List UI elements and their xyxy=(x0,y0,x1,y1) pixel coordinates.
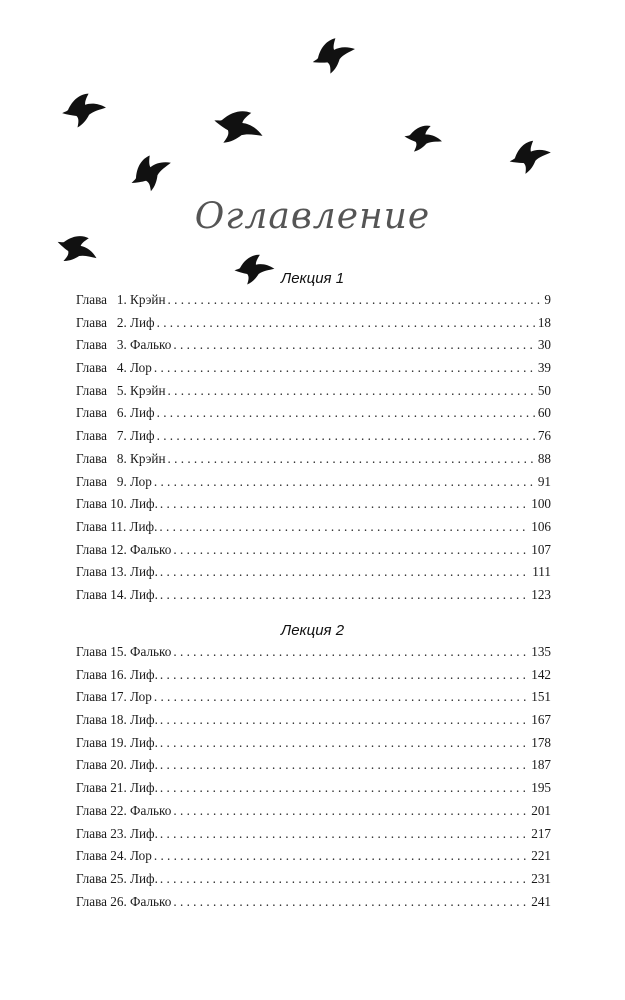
toc-entry-page: 9 xyxy=(544,292,551,307)
toc-entry-page: 142 xyxy=(531,666,551,682)
dot-leader xyxy=(160,871,529,887)
toc-entry-label: Глава 25. Лиф. xyxy=(76,870,158,886)
toc-entry[interactable] xyxy=(76,780,551,803)
toc-entry[interactable] xyxy=(76,405,551,428)
toc-entry-label: Глава 11. Лиф. xyxy=(76,518,158,534)
toc-entry-label: Глава 4. Лор xyxy=(76,360,152,376)
dot-leader xyxy=(168,451,536,467)
toc-entry-page: 151 xyxy=(531,689,551,705)
toc-entry-label: Глава 20. Лиф. xyxy=(76,757,158,773)
toc-entry-label: Глава 1. Крэйн xyxy=(76,292,166,307)
toc-entry-page: 178 xyxy=(531,734,551,750)
toc-list-2 xyxy=(76,644,551,916)
dot-leader xyxy=(157,405,536,421)
toc-entry-label: Глава 3. Фалько xyxy=(76,337,172,353)
toc-entry[interactable] xyxy=(76,894,551,917)
dot-leader xyxy=(154,848,529,864)
toc-entry-label: Глава 17. Лор xyxy=(76,689,152,705)
toc-entry-page: 30 xyxy=(537,337,551,353)
toc-entry-page: 195 xyxy=(531,780,551,796)
toc-entry-label: Глава 6. Лиф xyxy=(76,405,155,421)
toc-entry-page: 201 xyxy=(531,802,551,818)
dot-leader xyxy=(168,383,536,399)
section-title-2: Лекция 2 xyxy=(280,622,345,639)
dot-leader xyxy=(160,735,529,751)
toc-entry[interactable] xyxy=(76,360,551,383)
toc-entry-page: 167 xyxy=(531,712,551,728)
toc-entry-page: 88 xyxy=(537,450,551,466)
toc-entry[interactable] xyxy=(76,451,551,474)
dot-leader xyxy=(160,826,529,842)
toc-entry-label: Глава 10. Лиф. xyxy=(76,496,158,512)
toc-entry[interactable] xyxy=(76,474,551,497)
toc-entry-label: Глава 19. Лиф. xyxy=(76,734,158,750)
toc-entry-page: 76 xyxy=(537,428,551,444)
toc-entry-page: 231 xyxy=(531,870,551,886)
dot-leader xyxy=(157,428,536,444)
toc-entry[interactable] xyxy=(76,735,551,758)
dot-leader xyxy=(157,315,536,331)
toc-entry[interactable] xyxy=(76,383,551,406)
dot-leader xyxy=(160,757,529,773)
dot-leader xyxy=(160,564,530,580)
dot-leader xyxy=(173,803,529,819)
toc-entry-page: 91 xyxy=(537,473,551,489)
toc-entry[interactable] xyxy=(76,428,551,451)
dot-leader xyxy=(154,689,529,705)
toc-entry[interactable] xyxy=(76,803,551,826)
toc-entry[interactable] xyxy=(76,689,551,712)
bird-icon xyxy=(403,124,443,154)
bird-icon xyxy=(124,148,178,197)
toc-entry[interactable] xyxy=(76,519,551,542)
toc-entry-label: Глава 2. Лиф xyxy=(76,314,155,330)
toc-entry-label: Глава 16. Лиф. xyxy=(76,666,158,682)
flying-birds-icon xyxy=(0,0,625,300)
toc-entry[interactable] xyxy=(76,496,551,519)
dot-leader xyxy=(159,519,529,535)
toc-entry-label: Глава 22. Фалько xyxy=(76,802,172,818)
toc-entry-page: 135 xyxy=(531,644,551,659)
toc-entry-label: Глава 13. Лиф. xyxy=(76,564,158,580)
toc-entry-label: Глава 7. Лиф xyxy=(76,428,155,444)
toc-entry-label: Глава 5. Крэйн xyxy=(76,382,166,398)
toc-entry-label: Глава 8. Крэйн xyxy=(76,450,166,466)
toc-entry[interactable] xyxy=(76,587,551,610)
toc-entry-label: Глава 9. Лор xyxy=(76,473,152,489)
bird-icon xyxy=(506,137,554,177)
toc-entry[interactable] xyxy=(76,542,551,565)
toc-entry[interactable] xyxy=(76,712,551,735)
toc-entry-page: 60 xyxy=(537,405,551,421)
toc-entry-label: Глава 15. Фалько xyxy=(76,644,172,659)
toc-entry[interactable] xyxy=(76,757,551,780)
toc-entry-page: 39 xyxy=(537,360,551,376)
toc-entry-page: 100 xyxy=(531,496,551,512)
toc-entry-label: Глава 23. Лиф. xyxy=(76,825,158,841)
toc-entry-label: Глава 14. Лиф. xyxy=(76,586,158,602)
toc-entry-page: 50 xyxy=(537,382,551,398)
toc-entry-page: 18 xyxy=(537,314,551,330)
toc-list-1 xyxy=(76,292,551,610)
toc-entry-page: 107 xyxy=(531,541,551,557)
toc-entry-page: 123 xyxy=(531,586,551,602)
dot-leader xyxy=(160,780,529,796)
toc-entry-page: 111 xyxy=(532,564,551,580)
section-title-1: Лекция 1 xyxy=(280,270,345,287)
toc-entry-page: 187 xyxy=(531,757,551,773)
toc-entry[interactable] xyxy=(76,848,551,871)
dot-leader xyxy=(160,667,529,683)
toc-entry-page: 217 xyxy=(531,825,551,841)
toc-entry[interactable] xyxy=(76,826,551,849)
bird-icon xyxy=(60,91,109,130)
toc-entry-page: 221 xyxy=(531,848,551,864)
dot-leader xyxy=(173,894,529,910)
toc-entry-label: Глава 24. Лор xyxy=(76,848,152,864)
dot-leader xyxy=(160,496,529,512)
bird-icon xyxy=(308,33,360,78)
bird-icon xyxy=(209,104,267,152)
toc-entry[interactable] xyxy=(76,315,551,338)
dot-leader xyxy=(154,360,536,376)
toc-entry-label: Глава 12. Фалько xyxy=(76,541,172,557)
toc-entry[interactable] xyxy=(76,564,551,587)
toc-entry[interactable] xyxy=(76,871,551,894)
toc-entry[interactable] xyxy=(76,644,551,667)
toc-entry-label: Глава 18. Лиф. xyxy=(76,712,158,728)
dot-leader xyxy=(168,292,543,308)
dot-leader xyxy=(154,474,536,490)
dot-leader xyxy=(160,587,529,603)
dot-leader xyxy=(173,542,529,558)
toc-entry-page: 106 xyxy=(531,518,551,534)
page-title: Оглавление xyxy=(194,196,431,237)
toc-entry-page: 241 xyxy=(531,893,551,909)
toc-entry[interactable] xyxy=(76,337,551,360)
dot-leader xyxy=(160,712,529,728)
toc-entry[interactable] xyxy=(76,292,551,315)
dot-leader xyxy=(173,337,535,353)
toc-entry-label: Глава 26. Фалько xyxy=(76,893,172,909)
toc-entry-label: Глава 21. Лиф. xyxy=(76,780,158,796)
dot-leader xyxy=(173,644,529,660)
toc-entry[interactable] xyxy=(76,667,551,690)
